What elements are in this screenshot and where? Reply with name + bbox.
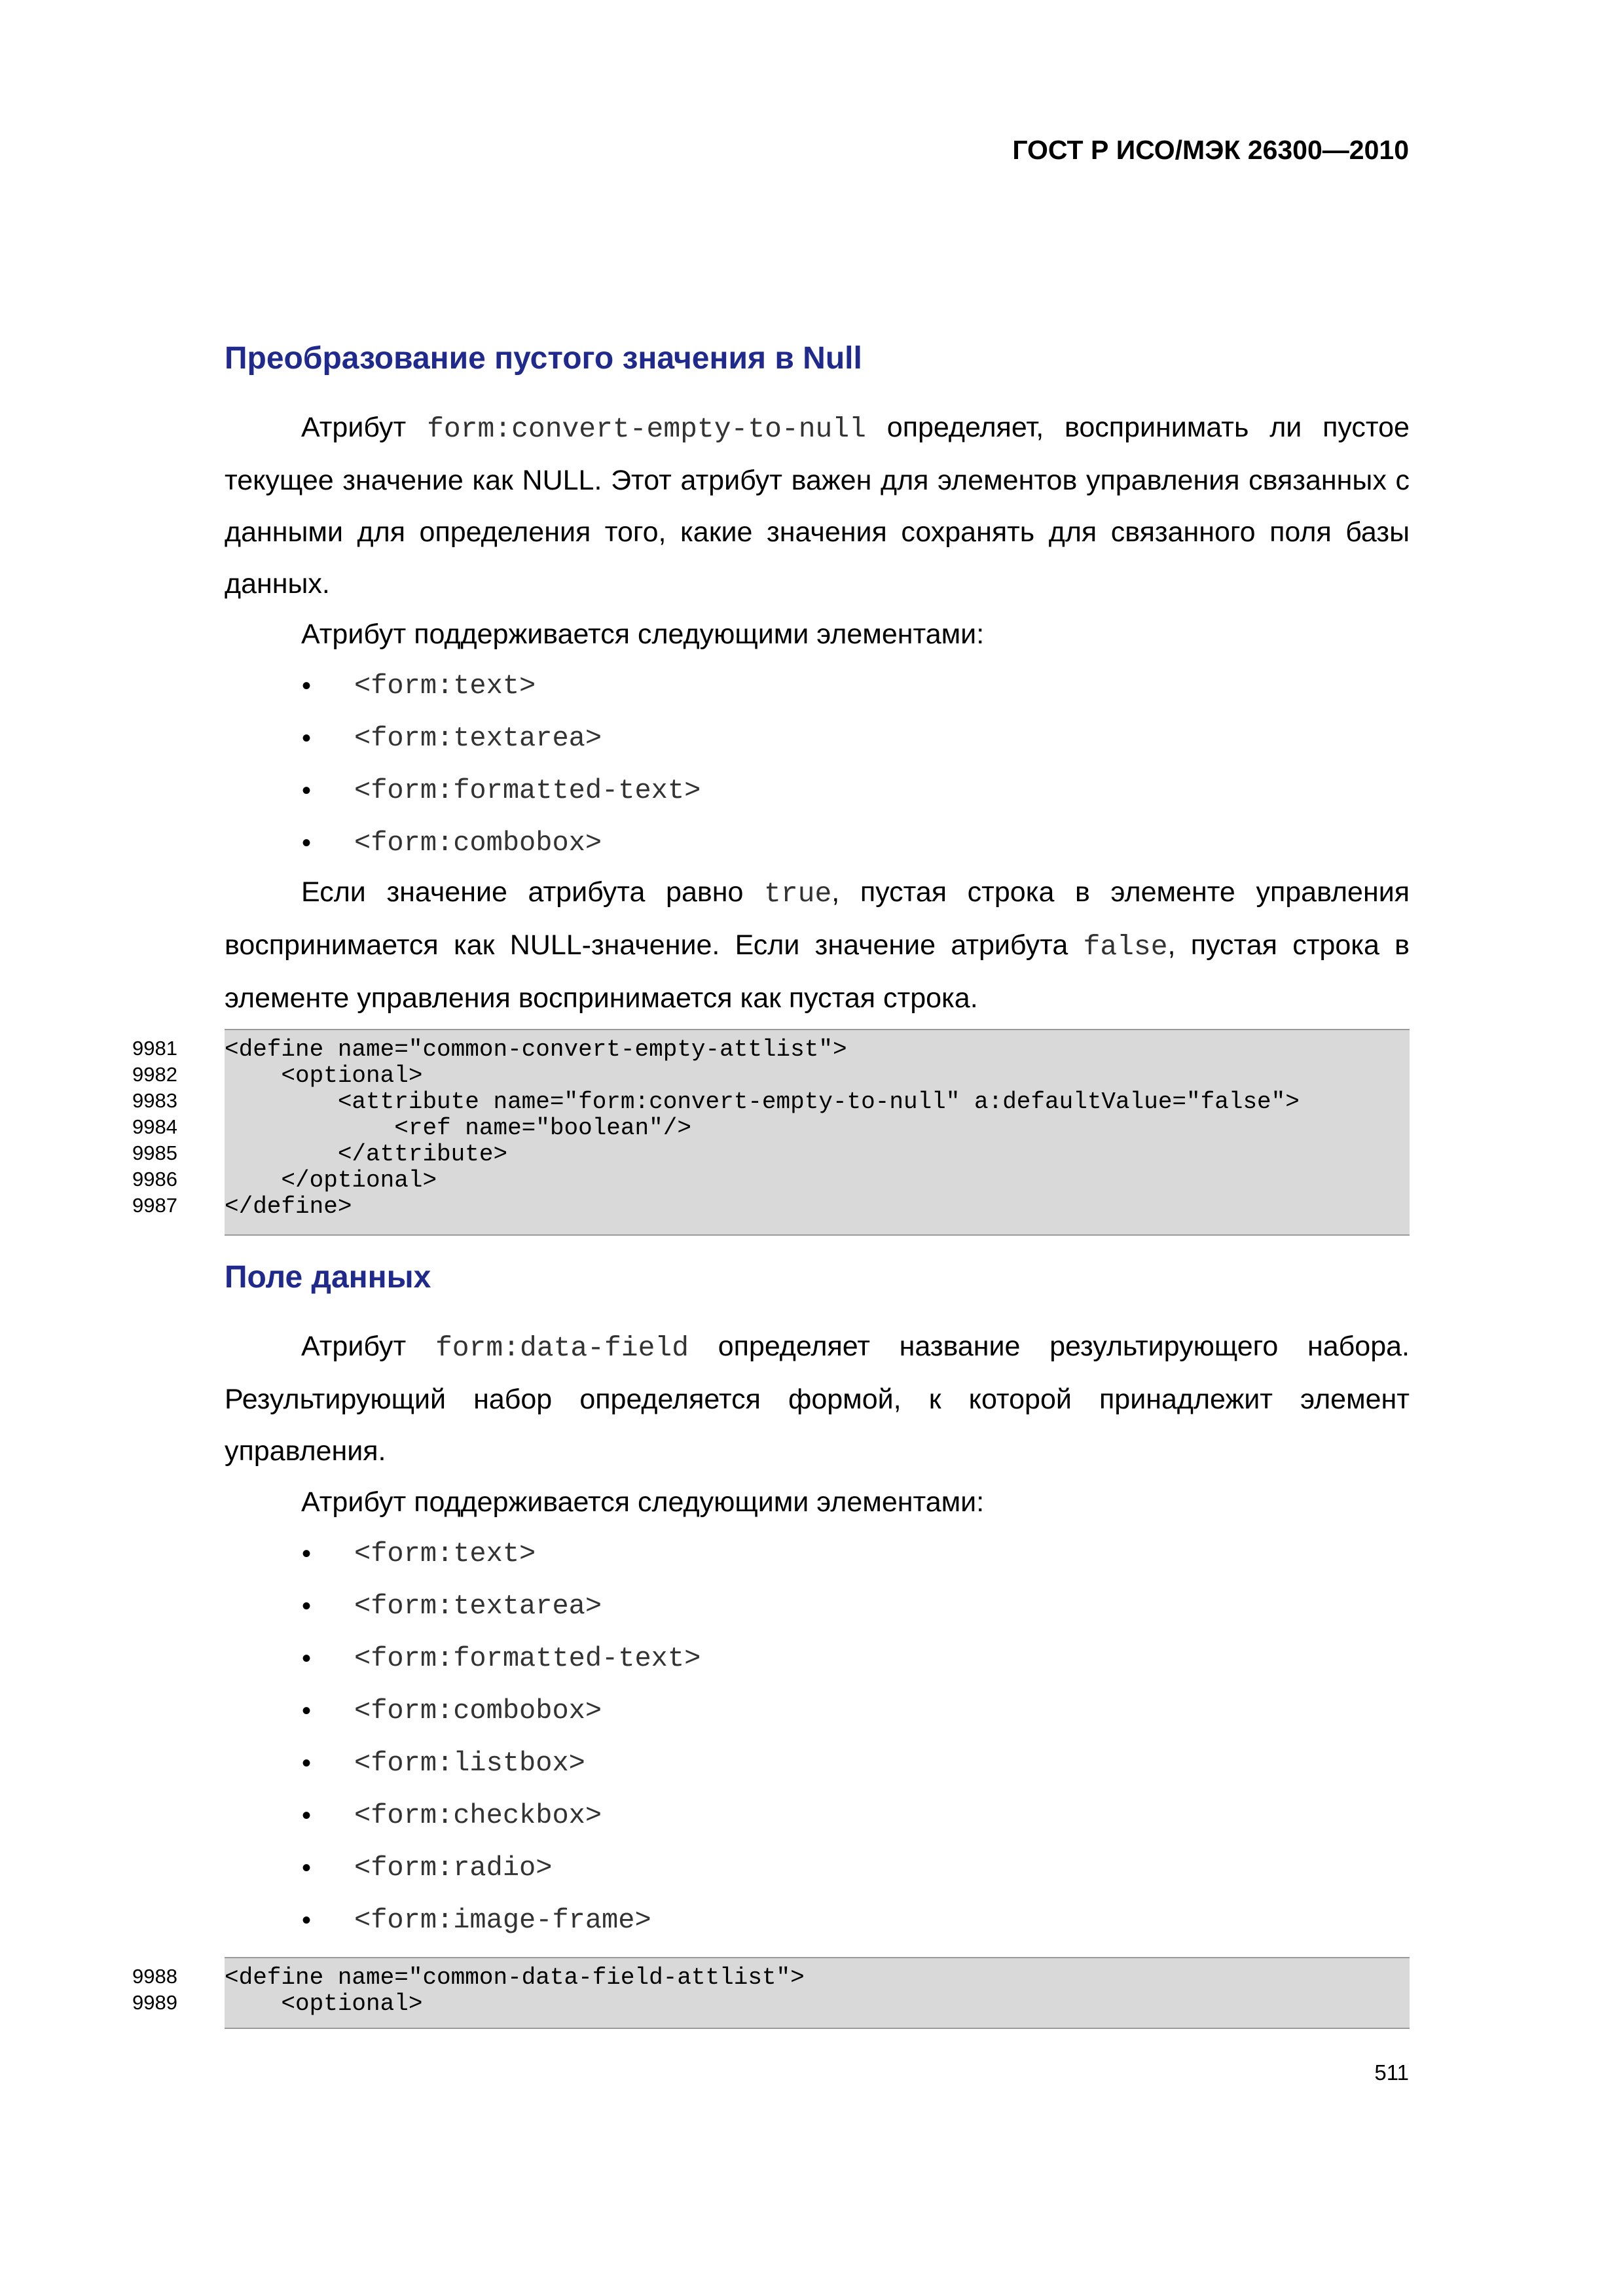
supported-elements-intro: Атрибут поддерживается следующими элементами: [301,1486,985,1518]
bullet-icon: • [302,776,312,805]
attribute-name: form:convert-empty-to-null [427,413,866,445]
bullet-icon: • [302,1801,312,1830]
value-true: true [764,878,832,910]
paragraph-convert-empty-description [225,402,1410,610]
list-item: • <form:formatted-text> [302,1632,701,1685]
supported-elements-intro: Атрибут поддерживается следующими элементами: [301,619,985,650]
bullet-icon: • [302,1854,312,1882]
paragraph-text: определяет, воспринимать ли пустое текущее значение как NULL. Этот атрибут важен для элементов управления связанных с данными для определения того, какие значения сохранять для связанного поля базы данных. [225,412,1410,600]
code-line: <optional> [225,1062,423,1089]
list-item: • <form:combobox> [302,1685,701,1737]
line-number: 9988 [132,1965,177,1988]
list-item: • <form:image-frame> [302,1894,701,1946]
document-header: ГОСТ Р ИСО/МЭК 26300—2010 [1012,135,1409,165]
code-line: <ref name="boolean"/> [225,1115,691,1141]
paragraph-data-field-description: Атрибут form:data-field определяет название результирующего набора. Результирующий набор определяется формой, к которой принадлежит элемент управления. [225,1331,1410,1467]
bullet-icon: • [302,1749,312,1778]
code-line: <define name="common-data-field-attlist"> [225,1964,805,1991]
code-block-convert-empty [225,1029,1410,1236]
list-item: • <form:textarea> [302,712,701,764]
line-number: 9986 [132,1168,177,1191]
code-line: <attribute name="form:convert-empty-to-null" a:defaultValue="false"> [225,1088,1300,1115]
line-number: 9985 [132,1141,177,1164]
bullet-icon: • [302,724,312,753]
code-line: </optional> [225,1167,437,1194]
line-number: 9987 [132,1194,177,1217]
list-item: • <form:checkbox> [302,1789,701,1842]
code-line: <optional> [225,1990,423,2017]
line-number: 9989 [132,1991,177,2014]
bullet-icon: • [302,1906,312,1935]
list-item: • <form:formatted-text> [302,764,701,817]
section-heading-convert-empty: Преобразование пустого значения в Null [225,341,862,376]
page-number: 511 [1374,2060,1409,2085]
line-number: 9983 [132,1089,177,1112]
bullet-icon: • [302,672,312,700]
list-item: • <form:textarea> [302,1580,701,1632]
list-item: • <form:radio> [302,1842,701,1894]
list-item: • <form:text> [302,1528,701,1580]
line-number: 9982 [132,1063,177,1086]
section-heading-data-field: Поле данных [225,1260,431,1295]
paragraph-true-false-behavior: Если значение атрибута равно true, пустая строка в элементе управления воспринимается как NULL-значение. Если значение атрибута false, пустая строка в элементе управления воспринимается как пустая строка. [225,876,1410,1014]
bullet-icon: • [302,1539,312,1568]
value-false: false [1083,931,1168,963]
line-number: 9984 [132,1115,177,1138]
bullet-icon: • [302,1696,312,1725]
line-number: 9981 [132,1037,177,1060]
list-item: • <form:text> [302,660,701,712]
code-line: </attribute> [225,1141,508,1168]
bullet-icon: • [302,829,312,857]
supported-elements-list [302,660,701,869]
bullet-icon: • [302,1644,312,1673]
bullet-icon: • [302,1592,312,1621]
attribute-name: form:data-field [435,1332,689,1364]
list-item: • <form:listbox> [302,1737,701,1789]
code-line: </define> [225,1193,352,1220]
code-line: <define name="common-convert-empty-attlist"> [225,1036,847,1063]
supported-elements-list [302,1528,701,1946]
code-block-data-field [225,1957,1410,2029]
list-item: • <form:combobox> [302,817,701,869]
paragraph-prefix: Атрибут [301,412,407,443]
